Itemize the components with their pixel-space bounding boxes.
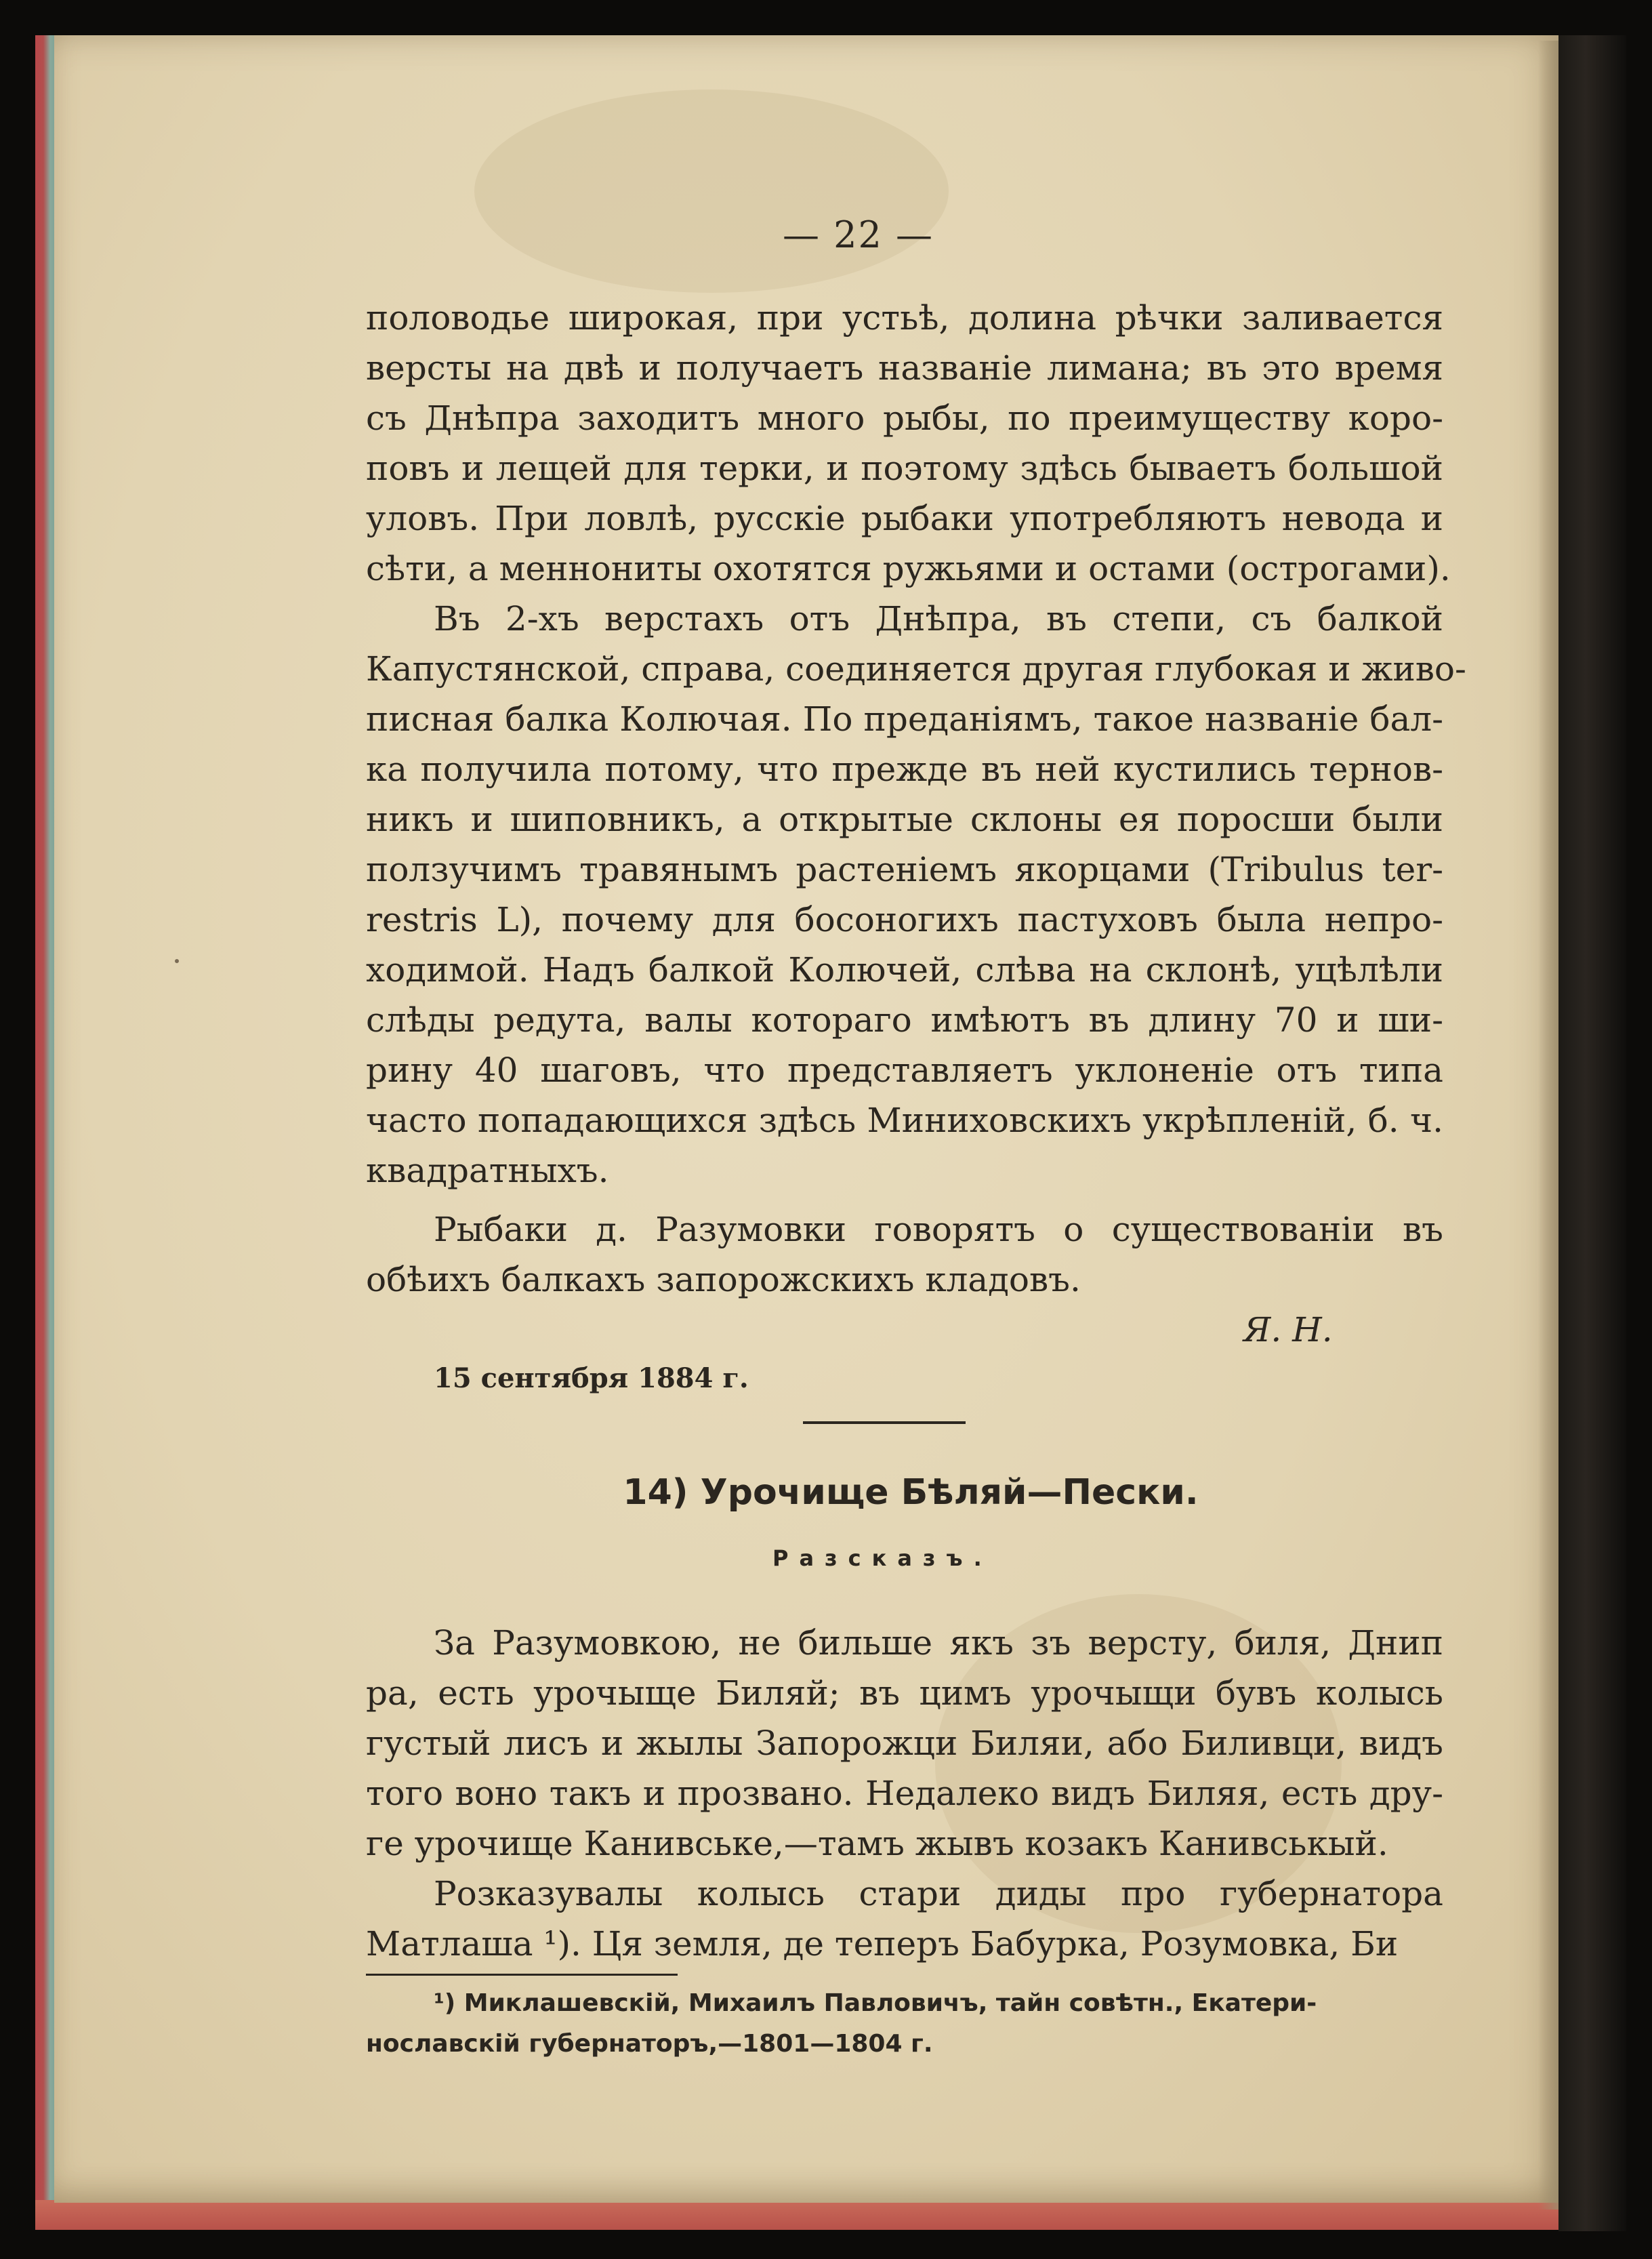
text-line: писная балка Колючая. По преданіямъ, такое названіе бал- (366, 699, 1443, 739)
date-line: 15 сентября 1884 г. (434, 1362, 749, 1394)
section-subtitle: Разсказъ. (772, 1545, 993, 1571)
text-line: рину 40 шаговъ, что представляетъ уклоненіе отъ типа (366, 1051, 1443, 1090)
footnote-rule (366, 1974, 678, 1976)
text-line: ходимой. Надъ балкой Колючей, слѣва на склонѣ, уцѣлѣли (366, 950, 1443, 990)
text-line: За Разумовкою, не бильше якъ зъ версту, биля, Днип (434, 1623, 1443, 1663)
section-divider (803, 1421, 966, 1424)
text-line: ге урочище Канивське,—тамъ жывъ козакъ Канивськый. (366, 1824, 1388, 1863)
footnote-line: нославскій губернаторъ,—1801—1804 г. (366, 2030, 933, 2058)
text-line: слѣды редута, валы котораго имѣютъ въ длину 70 и ши- (366, 1000, 1443, 1040)
book-cover-edge-bottom (35, 2200, 1567, 2230)
text-line: ка получила потому, что прежде въ ней кустились тернов- (366, 750, 1443, 789)
paper-speck (175, 959, 179, 963)
text-line: Матлаша ¹). Ця земля, де теперъ Бабурка, Розумовка, Би (366, 1924, 1399, 1963)
text-line: уловъ. При ловлѣ, русскіе рыбаки употребляютъ невода и (366, 499, 1443, 538)
text-line: Капустянской, справа, соединяется другая глубокая и живо- (366, 649, 1466, 689)
author-signature: Я. Н. (1243, 1310, 1333, 1349)
text-line: густый лисъ и жылы Запорожци Биляи, або Биливци, видъ (366, 1724, 1443, 1763)
text-line: половодье широкая, при устьѣ, долина рѣчки заливается (366, 298, 1443, 338)
text-line: Рыбаки д. Разумовки говорятъ о существованіи въ (434, 1210, 1443, 1249)
text-line: Розказувалы колысь стари диды про губернатора (434, 1874, 1443, 1913)
text-line: Въ 2-хъ верстахъ отъ Днѣпра, въ степи, съ балкой (434, 599, 1443, 638)
text-line: ползучимъ травянымъ растеніемъ якорцами (Tribulus ter- (366, 850, 1443, 889)
text-line: того воно такъ и прозвано. Недалеко видъ Биляя, есть дру- (366, 1774, 1443, 1813)
text-line: повъ и лещей для терки, и поэтому здѣсь бываетъ большой (366, 449, 1443, 488)
text-line: никъ и шиповникъ, а открытые склоны ея поросши были (366, 800, 1443, 839)
page-number: — 22 — (783, 213, 934, 256)
section-title: 14) Урочище Бѣляй—Пески. (623, 1472, 1199, 1513)
footnote-line: ¹) Миклашевскій, Михаилъ Павловичъ, тайн совѣтн., Екатери- (434, 1989, 1317, 2017)
text-line: ра, есть урочыще Биляй; въ цимъ урочыщи бувъ колысь (366, 1673, 1443, 1713)
text-line: часто попадающихся здѣсь Миниховскихъ укрѣпленій, б. ч. (366, 1101, 1443, 1140)
book-spine (1558, 35, 1626, 2231)
text-line: версты на двѣ и получаетъ названіе лимана; въ это время (366, 348, 1443, 388)
text-line: restris L), почему для босоногихъ пастуховъ была непро- (366, 900, 1443, 939)
text-line: съ Днѣпра заходитъ много рыбы, по преимуществу коро- (366, 399, 1443, 438)
text-line: квадратныхъ. (366, 1151, 609, 1190)
text-line: обѣихъ балкахъ запорожскихъ кладовъ. (366, 1260, 1081, 1299)
text-line: сѣти, а меннониты охотятся ружьями и остами (острогами). (366, 549, 1451, 588)
